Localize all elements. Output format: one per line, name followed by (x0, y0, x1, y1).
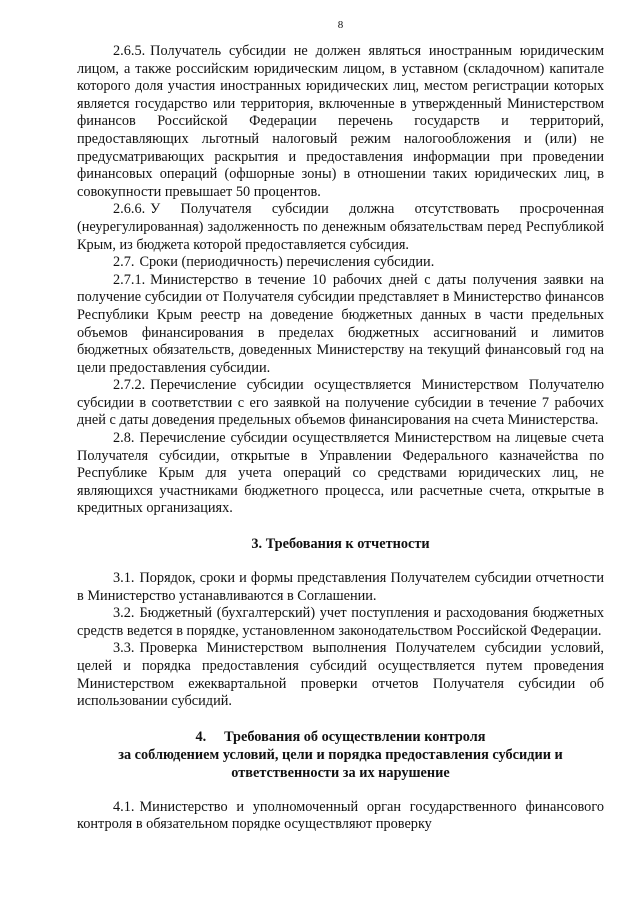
paragraph-number: 3.2. (113, 605, 135, 622)
paragraph-2-6-5 (77, 43, 604, 201)
paragraph-text: Проверка Министерством выполнения Получателем субсидии условий, целей и порядка предоставления субсидий осуществляется путем проведения Министерством ежеквартальной проверки отчетов Получателя субсидии об использовании субсидий. (77, 640, 604, 710)
paragraph-number: 2.7. (113, 254, 135, 271)
section-3-heading: 3. Требования к отчетности (251, 536, 430, 553)
paragraph-2-7 (77, 254, 604, 272)
paragraph-4-1 (77, 799, 604, 834)
paragraph-text: Министерство и уполномоченный орган государственного финансового контроля в обязательном порядке осуществляют проверку (77, 798, 604, 833)
page-number: 8 (337, 19, 344, 31)
paragraph-2-6-6 (77, 201, 604, 254)
paragraph-text: Бюджетный (бухгалтерский) учет поступления и расходования бюджетных средств ведется в порядке, установленном законодательством Российской Федерации. (77, 605, 604, 639)
section-4-heading-line: 4. Требования об осуществлении контроля (195, 728, 486, 745)
section-4-heading-line: за соблюдением условий, цели и порядка предоставления субсидии и (118, 746, 563, 763)
paragraph-text: Получатель субсидии не должен являться иностранным юридическим лицом, а также российским юридическим лицом, в уставном (складочном) капитале которого доля участия иностранных юридических лиц, местом регистрации которых является государство или территория, включенные в утвержденный Министерством финансов Российской Федерации перечень государств и территорий, предоставляющих льготный налоговый режим налогообложения и (или) не предусматривающих раскрытия и предоставления информации при проведении финансовых операций (офшорные зоны) в отношении таких юридических лиц, в совокупности превышает 50 процентов. (77, 43, 604, 200)
paragraph-text: Министерство в течение 10 рабочих дней с даты получения заявки на получение субсидии от Получателя субсидии представляет в Министерство финансов Республики Крым реестр на доведение бюджетных данных в части предельных объемов финансирования в пределах бюджетных ассигнований и лимитов бюджетных обязательств, доведенных Министерству на текущий финансовый год на цели предоставления субсидии. (77, 271, 604, 376)
paragraph-number: 4.1. (113, 798, 135, 815)
paragraph-2-7-2 (77, 377, 604, 430)
paragraph-number: 3.3. (113, 640, 135, 657)
paragraph-3-1 (77, 570, 604, 605)
paragraph-2-8 (77, 430, 604, 518)
section-4-heading (77, 728, 604, 782)
paragraph-text: Перечисление субсидии осуществляется Министерством на лицевые счета Получателя субсидии, открытые в Управлении Федерального казначейства по Республике Крым для учета операций со средствами юридических лиц, не являющихся участниками бюджетного процесса, или расчетные счета, открытые в кредитных организациях. (77, 430, 604, 517)
paragraph-number: 2.7.2. (113, 377, 146, 394)
paragraph-3-2 (77, 605, 604, 640)
section-4-heading-line: ответственности за их нарушение (231, 764, 450, 781)
paragraph-number: 2.6.6. (113, 201, 146, 218)
paragraph-text: У Получателя субсидии должна отсутствовать просроченная (неурегулированная) задолженность по денежным обязательствам перед Республикой Крым, из бюджета которой предоставляется субсидия. (77, 201, 604, 253)
paragraph-text: Сроки (периодичность) перечисления субсидии. (139, 254, 435, 271)
paragraph-number: 2.7.1. (113, 271, 146, 288)
paragraph-2-7-1 (77, 272, 604, 378)
paragraph-3-3 (77, 640, 604, 710)
paragraph-number: 2.8. (113, 430, 135, 447)
paragraph-text: Порядок, сроки и формы представления Получателем субсидии отчетности в Министерство устанавливаются в Соглашении. (77, 570, 604, 604)
paragraph-number: 3.1. (113, 570, 135, 587)
paragraph-number: 2.6.5. (113, 43, 146, 59)
paragraph-text: Перечисление субсидии осуществляется Министерством Получателю субсидии в соответствии с его заявкой на получение субсидии в течение 7 рабочих дней с даты доведения предельных объемов финансирования на счета Министерства. (77, 377, 604, 429)
